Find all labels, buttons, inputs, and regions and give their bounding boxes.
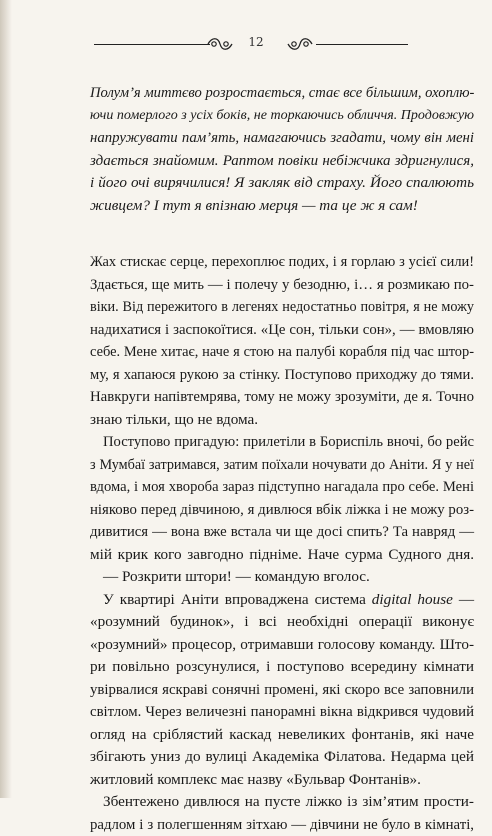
header-rule-left xyxy=(94,44,210,45)
page-number: 12 xyxy=(230,35,282,49)
text-line: Полум’я миттєво розростається, стає все більшим, охоплю- xyxy=(90,82,474,105)
text-line: ючи померлого з усіх боків, не торкаючись обличчя. Продовжую xyxy=(90,105,474,128)
text-line: увірвалися яскраві сонячні промені, які скоро все заповнили xyxy=(90,679,474,702)
text-line: му, я хапаюся рукою за стінку. Поступово приходжу до тями. xyxy=(90,364,474,387)
text-line: радлом і з полегшенням зітхаю — дівчини не було в кімнаті, xyxy=(90,814,474,836)
text-line: ніяково перед дівчиною, я дивлюся вбік ліжка і не можу роз- xyxy=(90,499,474,522)
text-line xyxy=(90,589,474,612)
header-ornament-right-icon xyxy=(286,35,314,53)
header-rule-right xyxy=(316,44,408,45)
text-line: Здається, ще мить — і полечу у безодню, і… я розмикаю по- xyxy=(90,274,474,297)
text-segment: — xyxy=(453,591,474,608)
body-text xyxy=(90,251,474,836)
text-segment: У квартирі Аніти впроваджена система xyxy=(103,591,366,608)
text-line: і його очі вирячилися! Я закляк від страху. Його спалюють xyxy=(90,172,474,195)
text-line: Збентежено дивлюся на пусте ліжко із зім’ятим прости- xyxy=(90,791,474,814)
page-header xyxy=(0,32,492,60)
text-line: здається знайомим. Раптом повіки небіжчика здригнулися, xyxy=(90,150,474,173)
text-line: збігають униз до вулиці Академіка Філатова. Недарма цей xyxy=(90,746,474,769)
text-line: себе. Мене хитає, наче я стою на палубі корабля під час штор- xyxy=(90,341,474,364)
text-line: «розумний» процесор, отримавши голосову команду. Што- xyxy=(90,634,474,657)
text-line: з Мумбаї затримався, затим поїхали ночувати до Аніти. Я у неї xyxy=(90,454,474,477)
text-line: знаю тільки, що не вдома. xyxy=(90,409,474,432)
text-line: вдома, і моя хвороба зараз підступно нагадала про себе. Мені xyxy=(90,476,474,499)
text-line: Жах стискає серце, перехоплює подих, і я горлаю з усієї сили! xyxy=(90,251,474,274)
text-line: живцем? І тут я впізнаю мерця — та це ж я сам! xyxy=(90,195,474,218)
text-line: — Розкрити штори! — командую вголос. xyxy=(90,566,474,589)
text-line: житловий комплекс має назву «Бульвар Фонтанів». xyxy=(90,769,474,792)
text-line: мій крик кого завгодно підніме. Наче сурма Судного дня. xyxy=(90,544,474,567)
italic-dream-passage xyxy=(90,82,474,217)
text-line: «розумний будинок», і всі необхідні операції виконує xyxy=(90,611,474,634)
text-line: віки. Від пережитого в легенях недостатньо повітря, я не можу xyxy=(90,296,474,319)
text-line: ри повільно розсунулися, і поступово всередину кімнати xyxy=(90,656,474,679)
text-line: дивитися — вона вже встала чи ще досі спить? Та навряд — xyxy=(90,521,474,544)
italic-term: digital house xyxy=(372,591,453,608)
text-line: огляд на сріблястий каскад невеликих фонтанів, які наче xyxy=(90,724,474,747)
text-line: надихатися і заспокоїтися. «Це сон, тільки сон», — вмовляю xyxy=(90,319,474,342)
text-line: Навкруги напівтемрява, тому не можу зрозуміти, де я. Точно xyxy=(90,386,474,409)
page-spine-shadow xyxy=(0,0,12,798)
text-line: напружувати пам’ять, намагаючись згадати, чому він мені xyxy=(90,127,474,150)
text-line: світлом. Через величезні панорамні вікна відкрився чудовий xyxy=(90,701,474,724)
text-line: Поступово пригадую: прилетіли в Бориспіль вночі, бо рейс xyxy=(90,431,474,454)
